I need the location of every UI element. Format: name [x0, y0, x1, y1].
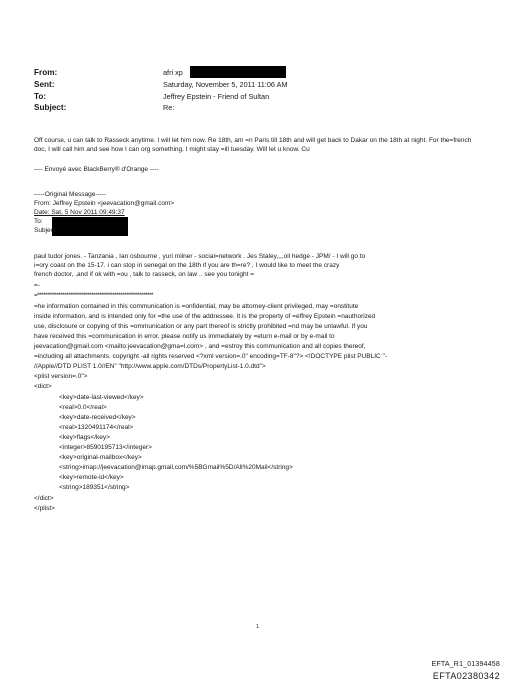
subject-label: Subject:: [34, 103, 67, 112]
plist-entry: <key>original-mailbox</key>: [59, 454, 142, 461]
disclaimer-line: jeevacation@gmail.com <mailto:jeevacation@gma=l.com> , and =estroy this communication and all copies thereof,: [34, 343, 366, 350]
dict-open: <dict>: [34, 383, 52, 390]
sent-value: Saturday, November 5, 2011 11:06 AM: [163, 80, 288, 89]
original-body-line: i=ory coast on the 15-17. i can stop in senegal on the 18th if you are th=re? , I would like to meet the crazy: [34, 262, 340, 269]
plist-entry: <real>1320491174</real>: [59, 424, 134, 431]
reply-body: Off course, u can talk to Rasseck anytime. I will let him now. Re 18th, am =n Paris till 18th and will get back to Dakar on the 18th at night. For the=french doc, I will call him and see how I can org something. I might stay =ill tuesday. Will let u know. Cu: [34, 137, 472, 153]
sent-label: Sent:: [34, 80, 55, 89]
to-label: To:: [34, 92, 47, 101]
plist-entry: <real>0.0</real>: [59, 404, 107, 411]
page-number: 1: [256, 624, 260, 630]
to-value: Jeffrey Epstein - Friend of Sultan: [163, 92, 270, 101]
stars-line: =************************************************************: [34, 292, 153, 299]
plist-close: </plist>: [34, 505, 55, 512]
disclaimer-line: use, disclosure or copying of this =ommunication or any part thereof is strictly prohibited =nd may be unlawful. If you: [34, 323, 368, 330]
redaction-box: [190, 66, 286, 78]
from-label: From:: [34, 68, 58, 77]
efta-code-large: EFTA02380342: [432, 671, 500, 681]
plist-entry: <key>flags</key>: [59, 434, 110, 441]
plist-entry: <key>date-received</key>: [59, 414, 136, 421]
disclaimer-line: have received this =communication in error, please notify us immediately by =eturn e-mail or by e-mail to: [34, 333, 335, 340]
plist-entry: <integer>8590195713</integer>: [59, 444, 152, 451]
redaction-box: [52, 217, 128, 236]
original-body-line: paul tudor jones. - Tanzania , Ian osbourne , yuri milner - social=network . Jes Staley,,,,oil hedge - JPM/ - I will go to: [34, 253, 366, 260]
subject-value: Re:: [163, 103, 175, 112]
original-subject: Subject:: [34, 227, 58, 234]
plist-entry: <key>remote-id</key>: [59, 474, 124, 481]
dict-close: </dict>: [34, 495, 54, 502]
plist-open: <plist version=.0">: [34, 373, 88, 380]
disclaimer-line: =he information contained in this communication is =onfidential, may be attorney-client privileged, may =onstitute: [34, 303, 359, 310]
original-date: Date: Sat, 5 Nov 2011 09:49:37: [34, 209, 125, 216]
original-separator: -----Original Message-----: [34, 191, 107, 198]
marker-line: =-: [34, 282, 40, 289]
disclaimer-line: inside information, and is intended only for =the use of the addressee. It is the property of =effrey Epstein =nauthorized: [34, 313, 376, 320]
from-value: afri xp: [163, 68, 183, 77]
disclaimer-line: //Apple//DTD PLIST 1.0//EN" "http://www.apple.com/DTDs/PropertyList-1.0.dtd">: [34, 363, 266, 370]
plist-entry: <string>189351</string>: [59, 484, 130, 491]
reply-signature: ---- Envoyé avec BlackBerry® d'Orange ----: [34, 166, 159, 173]
original-body-line: french doctor, ,and if ok with =ou , talk to rasseck, on law .. see you tonight =: [34, 271, 255, 278]
original-to: To:: [34, 218, 43, 225]
original-from: From: Jeffrey Epstein <jeevacation@gmail.com>: [34, 200, 175, 207]
plist-entry: <key>date-last-viewed</key>: [59, 394, 144, 401]
plist-entry: <string>imap://jeevacation@imap.gmail.com/%5BGmail%5D/All%20Mail</string>: [59, 464, 293, 471]
efta-code-small: EFTA_R1_01394458: [431, 661, 500, 668]
disclaimer-line: =including all attachments. copyright -all rights reserved <?xml version=.0" encoding=TF-8"?> <!DOCTYPE plist PUBLIC "-: [34, 353, 388, 360]
